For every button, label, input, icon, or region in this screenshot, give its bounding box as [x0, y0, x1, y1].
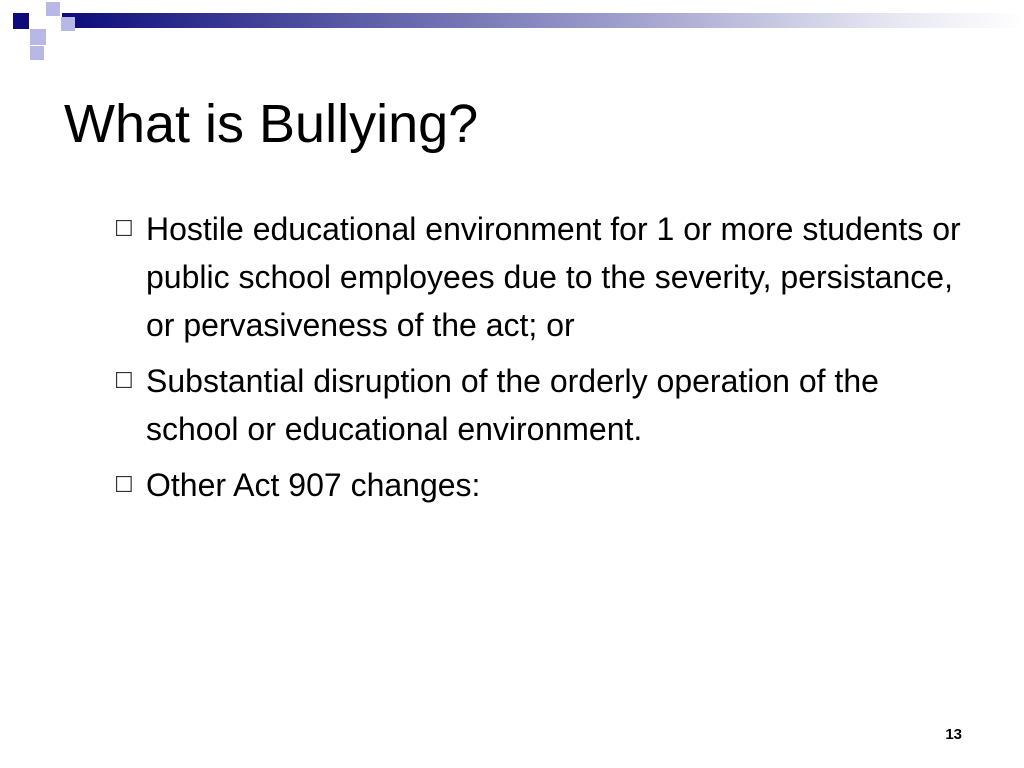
checkbox-bullet-icon: ☐ — [114, 368, 134, 393]
bullet-text: Hostile educational environment for 1 or more students or public school employees due to the severity, persistance, or pervasiveness of the act; or — [146, 211, 961, 343]
bullet-text: Other Act 907 changes: — [146, 467, 481, 503]
checkbox-bullet-icon: ☐ — [114, 216, 134, 241]
header-decoration — [0, 0, 1024, 64]
bullet-item — [114, 205, 974, 349]
bullet-text: Substantial disruption of the orderly operation of the school or educational environment. — [146, 363, 879, 447]
decorative-square — [13, 46, 27, 60]
header-gradient-bar — [62, 13, 1024, 28]
slide-title: What is Bullying? — [64, 94, 479, 154]
bullet-item — [114, 357, 974, 453]
decorative-square — [30, 46, 44, 60]
decorative-square — [61, 17, 75, 31]
decorative-square — [46, 2, 60, 16]
decorative-square — [30, 29, 46, 45]
checkbox-bullet-icon: ☐ — [114, 472, 134, 497]
page-number: 13 — [945, 726, 962, 743]
bullet-item — [114, 461, 974, 509]
bullet-list — [114, 205, 974, 517]
decorative-square — [13, 13, 29, 29]
